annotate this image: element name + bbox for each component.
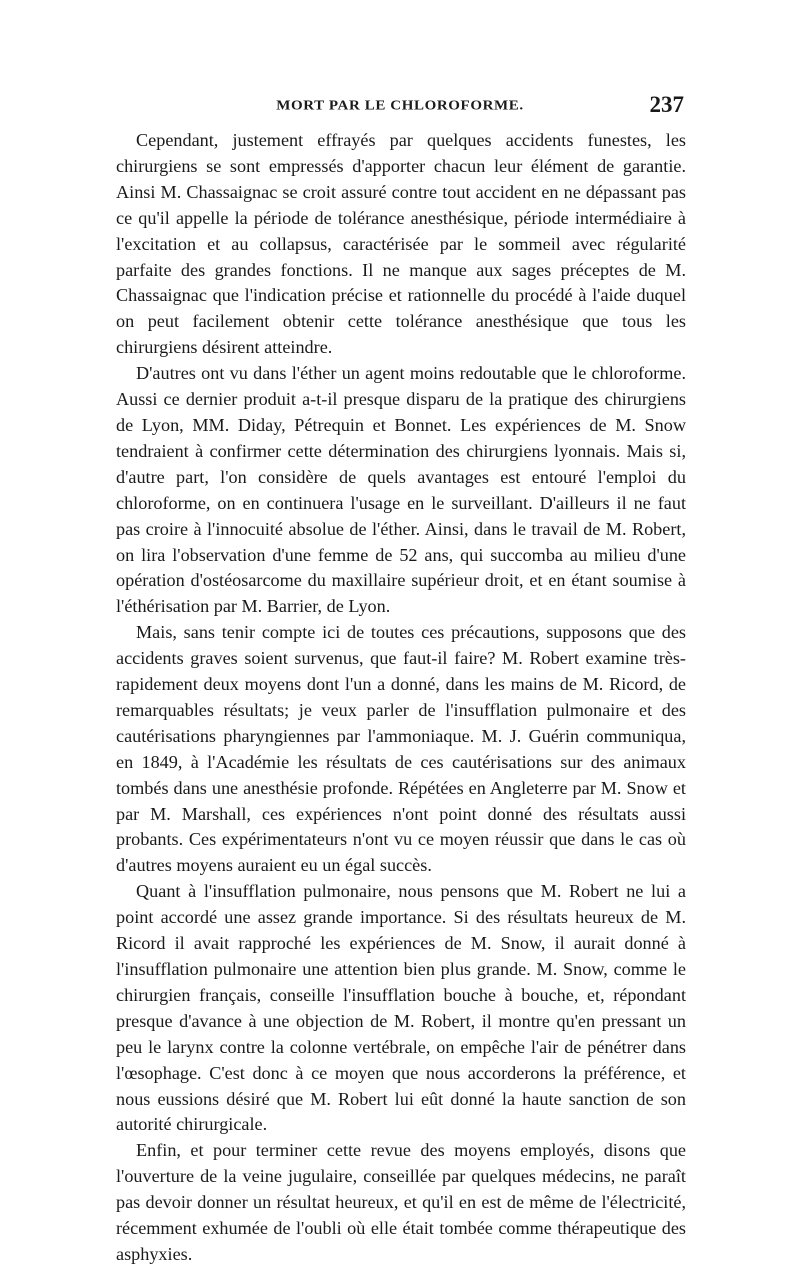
body-text	[116, 128, 686, 1268]
paragraph-conclusion: Enfin, et pour terminer cette revue des moyens employés, disons que l'ouverture de la veine jugulaire, conseillée par quelques médecins, ne paraît pas devoir donner un résultat heureux, et qu'il en est de même de l'électricité, récemment exhumée de l'oubli où elle était tombée comme thérapeutique des asphyxies.	[116, 1140, 686, 1264]
paragraph-ether: D'autres ont vu dans l'éther un agent moins redoutable que le chloroforme. Aussi ce dernier produit a-t-il presque disparu de la pratique des chirurgiens de Lyon, MM. Diday, Pétrequin et Bonnet. Les expériences de M. Snow tendraient à confirmer cette détermination des chirurgiens lyonnais. Mais si, d'autre part, l'on considère de quels avantages est entouré l'emploi du chloroforme, on en continuera l'usage en le surveillant. D'ailleurs il ne faut pas croire à l'innocuité absolue de l'éther. Ainsi, dans le travail de M. Robert, on lira l'observation d'une femme de 52 ans, qui succomba au milieu d'une opération d'ostéosarcome du maxillaire supérieur droit, et en étant soumise à l'éthérisation par M. Barrier, de Lyon.	[116, 363, 686, 617]
paragraph-insufflation: Quant à l'insufflation pulmonaire, nous pensons que M. Robert ne lui a point accordé une assez grande importance. Si des résultats heureux de M. Ricord il avait rapproché les expériences de M. Snow, il aurait donné à l'insufflation pulmonaire une attention bien plus grande. M. Snow, comme le chirurgien français, conseille l'insufflation bouche à bouche, et, répondant presque d'avance à une objection de M. Robert, il montre qu'en pressant un peu le larynx contre la colonne vertébrale, on empêche l'air de pénétrer dans l'œsophage. C'est donc à ce moyen que nous accorderons la préférence, et nous eussions désiré que M. Robert lui eût donné la haute sanction de son autorité chirurgicale.	[116, 881, 686, 1135]
running-head	[116, 92, 684, 122]
running-title: MORT PAR LE CHLOROFORME.	[276, 98, 524, 114]
page-number: 237	[649, 92, 684, 117]
paragraph-guarantees: Cependant, justement effrayés par quelques accidents funestes, les chirurgiens se sont empressés d'apporter chacun leur élément de garantie. Ainsi M. Chassaignac se croit assuré contre tout accident en ne dépassant pas ce qu'il appelle la période de tolérance anesthésique, période intermédiaire à l'excitation et au collapsus, caractérisée par le sommeil avec régularité parfaite des grandes fonctions. Il ne manque aux sages préceptes de M. Chassaignac que l'indication précise et rationnelle du procédé à l'aide duquel on peut facilement obtenir cette tolérance anesthésique que tous les chirurgiens désirent atteindre.	[116, 130, 686, 358]
paragraph-remedies: Mais, sans tenir compte ici de toutes ces précautions, supposons que des accidents graves soient survenus, que faut-il faire? M. Robert examine très-rapidement deux moyens dont l'un a donné, dans les mains de M. Ricord, de remarquables résultats; je veux parler de l'insufflation pulmonaire et des cautérisations pharyngiennes par l'ammoniaque. M. J. Guérin communiqua, en 1849, à l'Académie les résultats de ces cautérisations sur des animaux tombés dans une anesthésie profonde. Répétées en Angleterre par M. Snow et par M. Marshall, ces expériences n'ont point donné des résultats aussi probants. Ces expérimentateurs n'ont vu ce moyen réussir que dans le cas où d'autres moyens auraient eu un égal succès.	[116, 622, 686, 876]
